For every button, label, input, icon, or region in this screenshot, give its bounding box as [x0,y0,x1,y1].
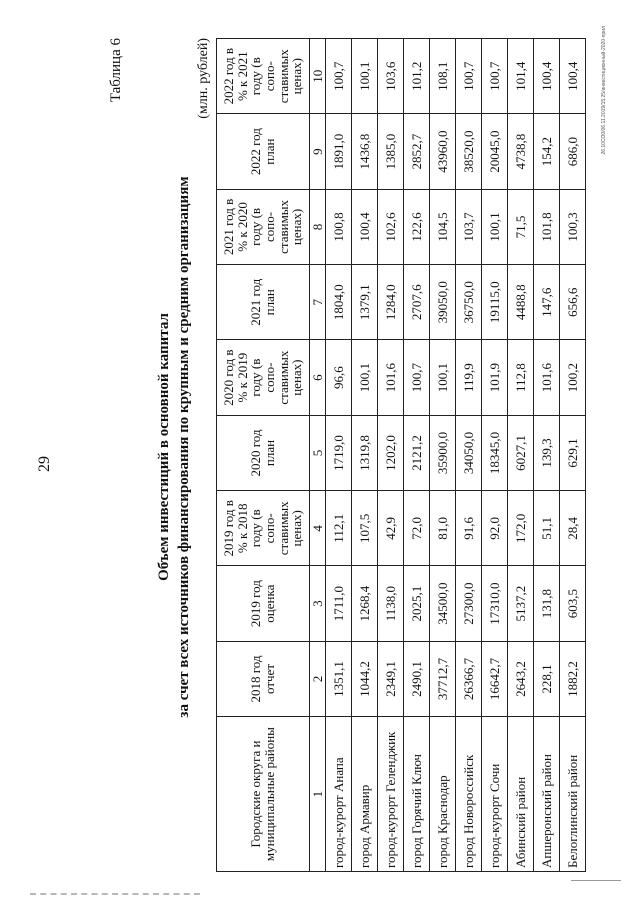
table-row [508,39,534,872]
value-cell: 17310,0 [482,566,508,641]
value-cell: 686,0 [560,114,586,189]
value-cell: 101,6 [378,340,404,415]
value-cell: 2643,2 [508,641,534,716]
column-header: 2021 год план [217,265,310,340]
value-cell: 1351,1 [326,641,352,716]
table-row [560,39,586,872]
column-header: 2022 год план [217,114,310,189]
investment-table [216,38,586,872]
table-row [482,39,508,872]
column-number: 10 [310,39,326,114]
district-name-cell: Апшеронский район [534,717,560,872]
value-cell: 139,3 [534,415,560,490]
table-row [378,39,404,872]
value-cell: 1385,0 [378,114,404,189]
value-cell: 100,1 [482,189,508,264]
value-cell: 112,8 [508,340,534,415]
value-cell: 603,5 [560,566,586,641]
column-number: 2 [310,641,326,716]
column-number: 1 [310,717,326,872]
value-cell: 72,0 [404,491,430,566]
column-header: 2019 год в % к 2018 году (в сопо-ставимых ценах) [217,491,310,566]
value-cell: 5137,2 [508,566,534,641]
table-row [456,39,482,872]
table-row [352,39,378,872]
value-cell: 154,2 [534,114,560,189]
value-cell: 1284,0 [378,265,404,340]
value-cell: 2121,2 [404,415,430,490]
table-label: Таблица 6 [108,38,124,103]
district-name-cell: Абинский район [508,717,534,872]
value-cell: 28,4 [560,491,586,566]
value-cell: 35900,0 [430,415,456,490]
value-cell: 51,1 [534,491,560,566]
value-cell: 4488,8 [508,265,534,340]
value-cell: 100,8 [326,189,352,264]
value-cell: 20045,0 [482,114,508,189]
value-cell: 101,2 [404,39,430,114]
district-name-cell: город Новороссийск [456,717,482,872]
value-cell: 131,8 [534,566,560,641]
value-cell: 1044,2 [352,641,378,716]
value-cell: 1711,0 [326,566,352,641]
value-cell: 39050,0 [430,265,456,340]
value-cell: 101,6 [534,340,560,415]
value-cell: 2852,7 [404,114,430,189]
district-name-cell: город Краснодар [430,717,456,872]
value-cell: 2349,1 [378,641,404,716]
value-cell: 100,4 [560,39,586,114]
value-cell: 6027,1 [508,415,534,490]
value-cell: 100,7 [482,39,508,114]
value-cell: 16642,7 [482,641,508,716]
page-number: 29 [36,456,53,472]
scan-marks [30,893,200,897]
district-name-cell: город-курорт Анапа [326,717,352,872]
value-cell: 2707,6 [404,265,430,340]
value-cell: 4738,8 [508,114,534,189]
value-cell: 119,9 [456,340,482,415]
value-cell: 100,4 [534,39,560,114]
value-cell: 100,7 [326,39,352,114]
table-subtitle: за счет всех источников финансирования по крупным и средним организациям [176,176,192,718]
district-name-cell: город Армавир [352,717,378,872]
value-cell: 1379,1 [352,265,378,340]
value-cell: 18345,0 [482,415,508,490]
value-cell: 1804,0 [326,265,352,340]
value-cell: 103,7 [456,189,482,264]
value-cell: 100,7 [404,340,430,415]
value-cell: 34500,0 [430,566,456,641]
value-cell: 629,1 [560,415,586,490]
value-cell: 92,0 [482,491,508,566]
document-footer: 26.10СО0/06.11.2019/15:25/инвестиционный-2020-прил [601,26,607,155]
value-cell: 1268,4 [352,566,378,641]
table-row [404,39,430,872]
value-cell: 37712,7 [430,641,456,716]
value-cell: 38520,0 [456,114,482,189]
district-name-cell: Белоглинский район [560,717,586,872]
column-number: 5 [310,415,326,490]
value-cell: 1319,8 [352,415,378,490]
value-cell: 1719,0 [326,415,352,490]
column-number: 9 [310,114,326,189]
column-number: 3 [310,566,326,641]
header-row [217,39,310,872]
value-cell: 2490,1 [404,641,430,716]
value-cell: 107,5 [352,491,378,566]
value-cell: 101,9 [482,340,508,415]
value-cell: 19115,0 [482,265,508,340]
value-cell: 1436,8 [352,114,378,189]
value-cell: 1138,0 [378,566,404,641]
value-cell: 102,6 [378,189,404,264]
table-title: Объем инвестиций в основной капитал [156,313,172,581]
table-row [534,39,560,872]
value-cell: 27300,0 [456,566,482,641]
value-cell: 100,1 [352,39,378,114]
column-header: 2020 год в % к 2019 году (в сопо-ставимых ценах) [217,340,310,415]
column-number: 4 [310,491,326,566]
value-cell: 42,9 [378,491,404,566]
value-cell: 26366,7 [456,641,482,716]
value-cell: 71,5 [508,189,534,264]
district-name-cell: город-курорт Сочи [482,717,508,872]
column-number: 6 [310,340,326,415]
column-header: 2021 год в % к 2020 году (в сопо-ставимых ценах) [217,189,310,264]
column-header: 2022 год в % к 2021 году (в сопо-ставимых ценах) [217,39,310,114]
column-header: Городские округа и муниципальные районы [217,717,310,872]
value-cell: 1882,2 [560,641,586,716]
value-cell: 100,3 [560,189,586,264]
value-cell: 112,1 [326,491,352,566]
district-name-cell: город-курорт Геленджик [378,717,404,872]
value-cell: 100,4 [352,189,378,264]
value-cell: 147,6 [534,265,560,340]
district-name-cell: город Горячий Ключ [404,717,430,872]
column-number: 8 [310,189,326,264]
value-cell: 91,6 [456,491,482,566]
value-cell: 2025,1 [404,566,430,641]
value-cell: 656,6 [560,265,586,340]
table-row [430,39,456,872]
column-number: 7 [310,265,326,340]
value-cell: 1891,0 [326,114,352,189]
value-cell: 172,0 [508,491,534,566]
value-cell: 108,1 [430,39,456,114]
column-header: 2019 год оценка [217,566,310,641]
value-cell: 34050,0 [456,415,482,490]
value-cell: 101,4 [508,39,534,114]
value-cell: 122,6 [404,189,430,264]
value-cell: 100,1 [430,340,456,415]
column-number-row [310,39,326,872]
value-cell: 96,6 [326,340,352,415]
value-cell: 100,7 [456,39,482,114]
units-label: (млн. рублей) [196,38,211,119]
value-cell: 104,5 [430,189,456,264]
value-cell: 101,8 [534,189,560,264]
column-header: 2018 год отчет [217,641,310,716]
value-cell: 43960,0 [430,114,456,189]
value-cell: 100,1 [352,340,378,415]
value-cell: 81,0 [430,491,456,566]
value-cell: 100,2 [560,340,586,415]
rotated-content [16,2,616,892]
value-cell: 1202,0 [378,415,404,490]
value-cell: 228,1 [534,641,560,716]
value-cell: 36750,0 [456,265,482,340]
value-cell: 103,6 [378,39,404,114]
table-row [326,39,352,872]
column-header: 2020 год план [217,415,310,490]
